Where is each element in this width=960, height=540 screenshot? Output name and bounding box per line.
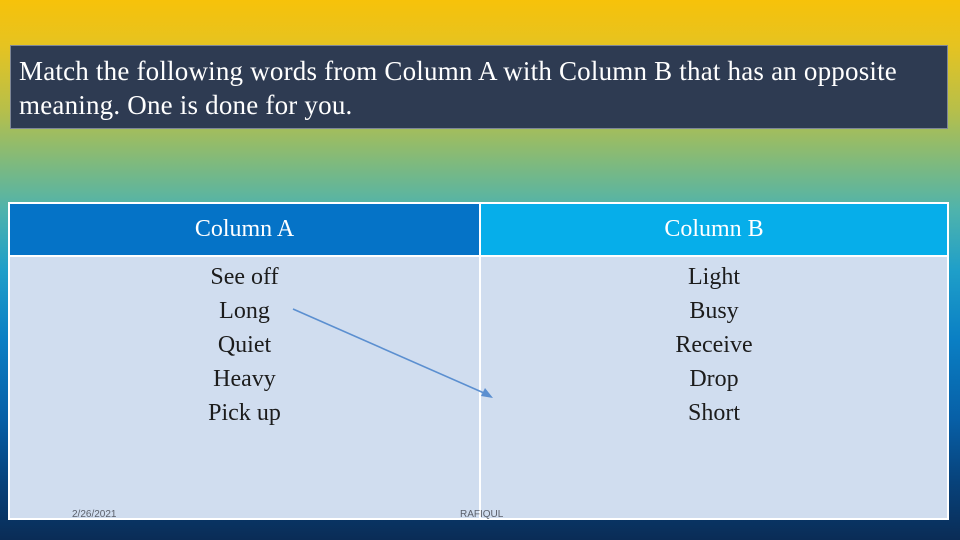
column-a-word: Pick up bbox=[208, 400, 281, 426]
column-a-list bbox=[10, 260, 479, 430]
column-b-header-label: Column B bbox=[664, 216, 764, 242]
slide-date: 2/26/2021 bbox=[72, 509, 117, 520]
instruction-banner bbox=[10, 45, 948, 129]
column-b-word: Light bbox=[688, 264, 740, 290]
column-a-header bbox=[10, 204, 479, 255]
matching-table bbox=[8, 202, 949, 520]
column-a-cell bbox=[10, 257, 479, 518]
column-b-word: Receive bbox=[675, 332, 753, 358]
column-b-cell bbox=[481, 257, 947, 518]
column-b-word: Short bbox=[687, 400, 740, 426]
column-a-word: Long bbox=[219, 298, 270, 324]
column-a-header-label: Column A bbox=[194, 216, 295, 242]
column-a-word: See off bbox=[210, 264, 279, 290]
column-b-word: Busy bbox=[689, 298, 739, 324]
column-b-word: Drop bbox=[689, 366, 739, 392]
column-a-word: Heavy bbox=[213, 366, 276, 392]
instruction-text: Match the following words from Column A with Column B that has an opposite meaning. One is done for you. bbox=[19, 56, 897, 120]
column-a-word: Quiet bbox=[217, 332, 272, 358]
slide-author: RAFIQUL bbox=[460, 509, 504, 520]
column-b-header bbox=[481, 204, 947, 255]
column-b-list bbox=[481, 260, 947, 430]
